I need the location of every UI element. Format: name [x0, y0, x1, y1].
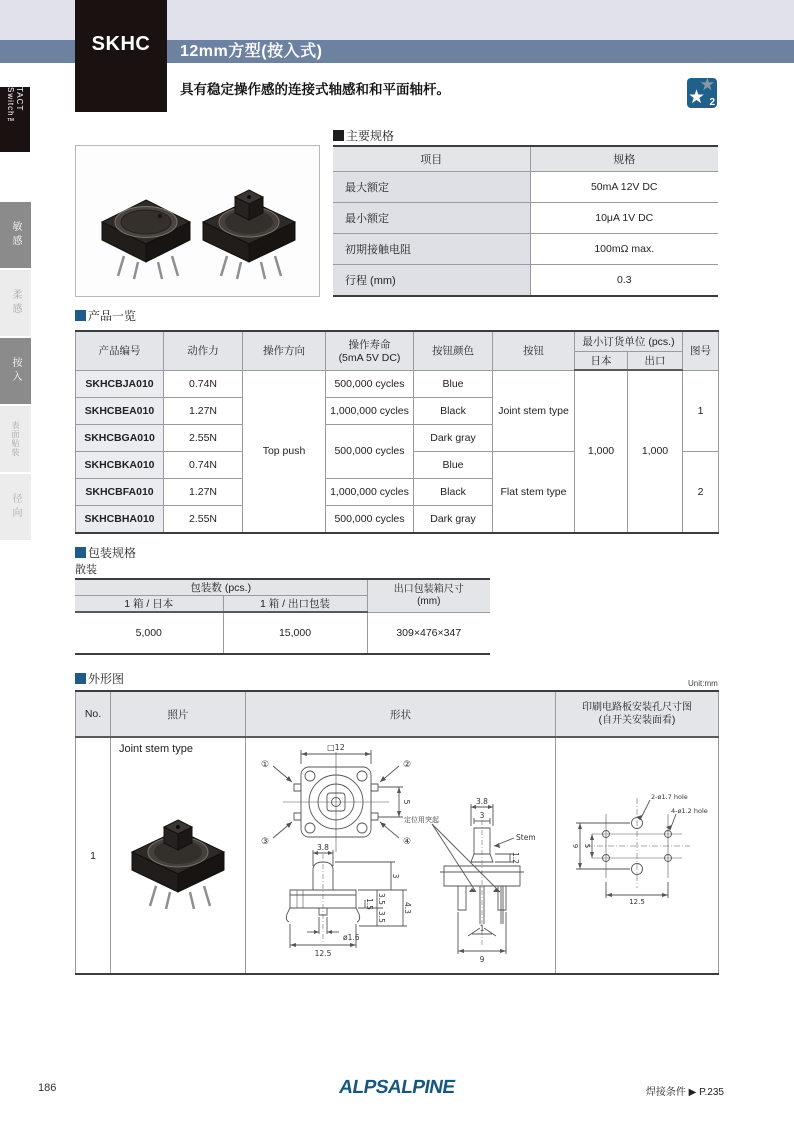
sidebar-category-tab	[0, 87, 30, 152]
spec-value: 100mΩ max.	[530, 234, 718, 265]
col-color: 按钮颜色	[414, 331, 493, 370]
star-white-icon: ★	[688, 87, 706, 108]
sidebar-tab-soft	[0, 270, 31, 336]
dim-label: 1.5	[365, 898, 374, 910]
spec-value: 0.3	[530, 265, 718, 297]
dim-label: 3.5	[377, 893, 386, 905]
dim-label: 5	[583, 843, 591, 849]
sidebar-tab-label: 径向	[10, 493, 21, 521]
stem-value: Joint stem type	[493, 370, 575, 451]
sidebar-tab-pushin	[0, 338, 31, 404]
part-number: SKHCBHA010	[76, 505, 164, 533]
product-photo-switch-flat	[96, 194, 196, 282]
dim-label: 9	[479, 955, 485, 964]
dim-label: 9	[571, 843, 579, 849]
stem-label: Stem	[516, 833, 536, 842]
col-life-line1: 操作寿命	[348, 339, 391, 352]
dim-label: ø1.6	[343, 933, 360, 942]
force-value: 0.74N	[164, 451, 243, 478]
part-number: SKHCBGA010	[76, 424, 164, 451]
spec-value: 50mA 12V DC	[530, 172, 718, 203]
outline-pcb-cell	[556, 737, 719, 974]
table-row	[76, 370, 719, 397]
packaging-subtitle: 散装	[75, 564, 97, 576]
pin-label: ①	[260, 760, 270, 770]
col-part-no: 产品编号	[76, 331, 164, 370]
life-value: 500,000 cycles	[326, 370, 414, 397]
col-life-line2: (5mA 5V DC)	[338, 352, 401, 365]
top-view-drawing	[251, 740, 421, 860]
outline-table	[75, 690, 719, 975]
section-bullet	[333, 130, 344, 141]
col-moq-japan: 日本	[575, 351, 628, 370]
life-value: 500,000 cycles	[326, 505, 414, 533]
page-number: 186	[38, 1082, 57, 1094]
col-force: 动作力	[164, 331, 243, 370]
product-list-table	[75, 330, 719, 534]
box-size: 309×476×347	[367, 612, 490, 654]
spec-col-item: 项目	[333, 146, 530, 172]
star-gray-icon: ★	[699, 75, 715, 94]
sidebar-category-label: TACT Switch™	[6, 87, 24, 127]
col-moq: 最小订货单位 (pcs.)	[575, 331, 683, 351]
col-photo: 照片	[111, 691, 246, 737]
series-box	[75, 0, 167, 112]
solder-condition-link[interactable]: 焊接条件 ▶ P.235	[645, 1087, 724, 1098]
spec-item: 初期接触电阻	[333, 234, 530, 265]
col-direction: 操作方向	[243, 331, 326, 370]
sidebar-tab-label: 表面贴装	[11, 421, 20, 457]
qty-export: 15,000	[223, 612, 367, 654]
part-number: SKHCBJA010	[76, 370, 164, 397]
sidebar-tab-smd	[0, 406, 31, 472]
spec-value: 10μA 1V DC	[530, 203, 718, 234]
stem-value: Flat stem type	[493, 451, 575, 533]
moq-export-value: 1,000	[628, 370, 683, 533]
col-pcb	[556, 691, 719, 737]
page-subtitle: 具有稳定操作感的连接式轴感和和平面轴杆。	[180, 82, 450, 97]
sidebar-tab-label: 按入	[10, 357, 21, 385]
moq-japan-value: 1,000	[575, 370, 628, 533]
outline-shape-cell	[246, 737, 556, 974]
series-name: SKHC	[91, 33, 151, 55]
color-value: Blue	[414, 451, 493, 478]
rating-badge	[687, 75, 717, 108]
sidebar-tab-radial	[0, 474, 31, 540]
rating-badge-number: 2	[709, 97, 715, 108]
pin-label: ③	[260, 837, 270, 847]
stem-type-label: Joint stem type	[119, 743, 193, 755]
dim-label: 3.8	[476, 797, 488, 806]
section-main-specs	[333, 127, 394, 144]
dim-label: 4.3	[403, 902, 412, 914]
fig-value: 1	[683, 370, 719, 451]
boss-label: 定位用突起	[404, 816, 439, 824]
life-value: 1,000,000 cycles	[326, 397, 414, 424]
spec-item: 最小额定	[333, 203, 530, 234]
company-logo: ALPSALPINE	[337, 1077, 457, 1098]
dim-label: 1	[479, 924, 485, 933]
force-value: 0.74N	[164, 370, 243, 397]
dim-label: 5	[402, 799, 411, 805]
dim-label: 3.5	[377, 911, 386, 923]
section-bullet	[75, 673, 86, 684]
dim-label: 1.2	[511, 852, 520, 864]
part-number: SKHCBFA010	[76, 478, 164, 505]
color-value: Black	[414, 397, 493, 424]
col-shape: 形状	[246, 691, 556, 737]
section-bullet	[75, 310, 86, 321]
table-row	[76, 737, 719, 974]
qty-japan: 5,000	[75, 612, 223, 654]
force-value: 1.27N	[164, 397, 243, 424]
pin-label: ④	[402, 837, 412, 847]
spec-item: 行程 (mm)	[333, 265, 530, 297]
sidebar-tab-label: 敏感	[10, 221, 21, 249]
color-value: Dark gray	[414, 424, 493, 451]
direction-value: Top push	[243, 370, 326, 533]
page-title: 12mm方型(按入式)	[180, 43, 323, 60]
col-box-size	[367, 579, 490, 612]
main-specs-table	[333, 145, 718, 297]
section-outline	[75, 670, 124, 687]
spec-col-value: 规格	[530, 146, 718, 172]
life-value: 1,000,000 cycles	[326, 478, 414, 505]
pcb-hole-drawing	[558, 790, 716, 908]
part-number: SKHCBKA010	[76, 451, 164, 478]
col-no: No.	[76, 691, 111, 737]
section-title: 产品一览	[88, 309, 137, 323]
outline-no: 1	[76, 737, 111, 974]
col-box-size-line1: 出口包装箱尺寸	[393, 583, 464, 595]
force-value: 1.27N	[164, 478, 243, 505]
product-photo-switch-joint-stem	[199, 186, 299, 282]
section-packaging	[75, 544, 136, 561]
unit-label: Unit:mm	[688, 679, 718, 688]
dim-label: □12	[327, 743, 345, 752]
product-photo-box	[75, 145, 320, 297]
part-number: SKHCBEA010	[76, 397, 164, 424]
dim-label: 3	[479, 811, 485, 820]
col-box-export: 1 箱 / 出口包装	[223, 596, 367, 613]
dim-label: 3.8	[317, 844, 329, 852]
col-life	[326, 331, 414, 370]
section-title: 外形图	[88, 672, 125, 686]
outline-photo-cell	[111, 737, 246, 974]
section-bullet	[75, 547, 86, 558]
col-stem: 按钮	[493, 331, 575, 370]
dim-label: 12.5	[629, 898, 645, 906]
sidebar-tab-sensitive	[0, 202, 31, 268]
spec-item: 最大额定	[333, 172, 530, 203]
dim-label: 3	[391, 873, 400, 879]
col-box-size-line2: (mm)	[417, 595, 441, 607]
col-fig: 图号	[683, 331, 719, 370]
table-row	[75, 612, 490, 654]
col-moq-export: 出口	[628, 351, 683, 370]
force-value: 2.55N	[164, 424, 243, 451]
color-value: Blue	[414, 370, 493, 397]
section-title: 主要规格	[346, 129, 395, 143]
col-pcb-line1: 印刷电路板安装孔尺寸图	[582, 702, 692, 713]
front-view-drawing	[251, 844, 426, 962]
fig-value: 2	[683, 451, 719, 533]
dim-label: 12.5	[314, 949, 332, 958]
force-value: 2.55N	[164, 505, 243, 533]
section-title: 包装规格	[88, 546, 137, 560]
pin-label: ②	[402, 760, 412, 770]
packaging-table	[75, 578, 490, 655]
col-package-qty: 包装数 (pcs.)	[75, 579, 367, 596]
hole-label: 2-ø1.7 hole	[651, 793, 688, 801]
sidebar-tab-label: 柔感	[10, 289, 21, 317]
side-view-drawing	[402, 796, 552, 968]
hole-label: 4-ø1.2 hole	[671, 807, 708, 815]
color-value: Black	[414, 478, 493, 505]
col-pcb-line2: (自开关安装面看)	[598, 715, 676, 726]
life-value: 500,000 cycles	[326, 424, 414, 478]
color-value: Dark gray	[414, 505, 493, 533]
outline-photo-switch	[128, 816, 228, 912]
section-product-list	[75, 307, 136, 324]
col-box-japan: 1 箱 / 日本	[75, 596, 223, 613]
